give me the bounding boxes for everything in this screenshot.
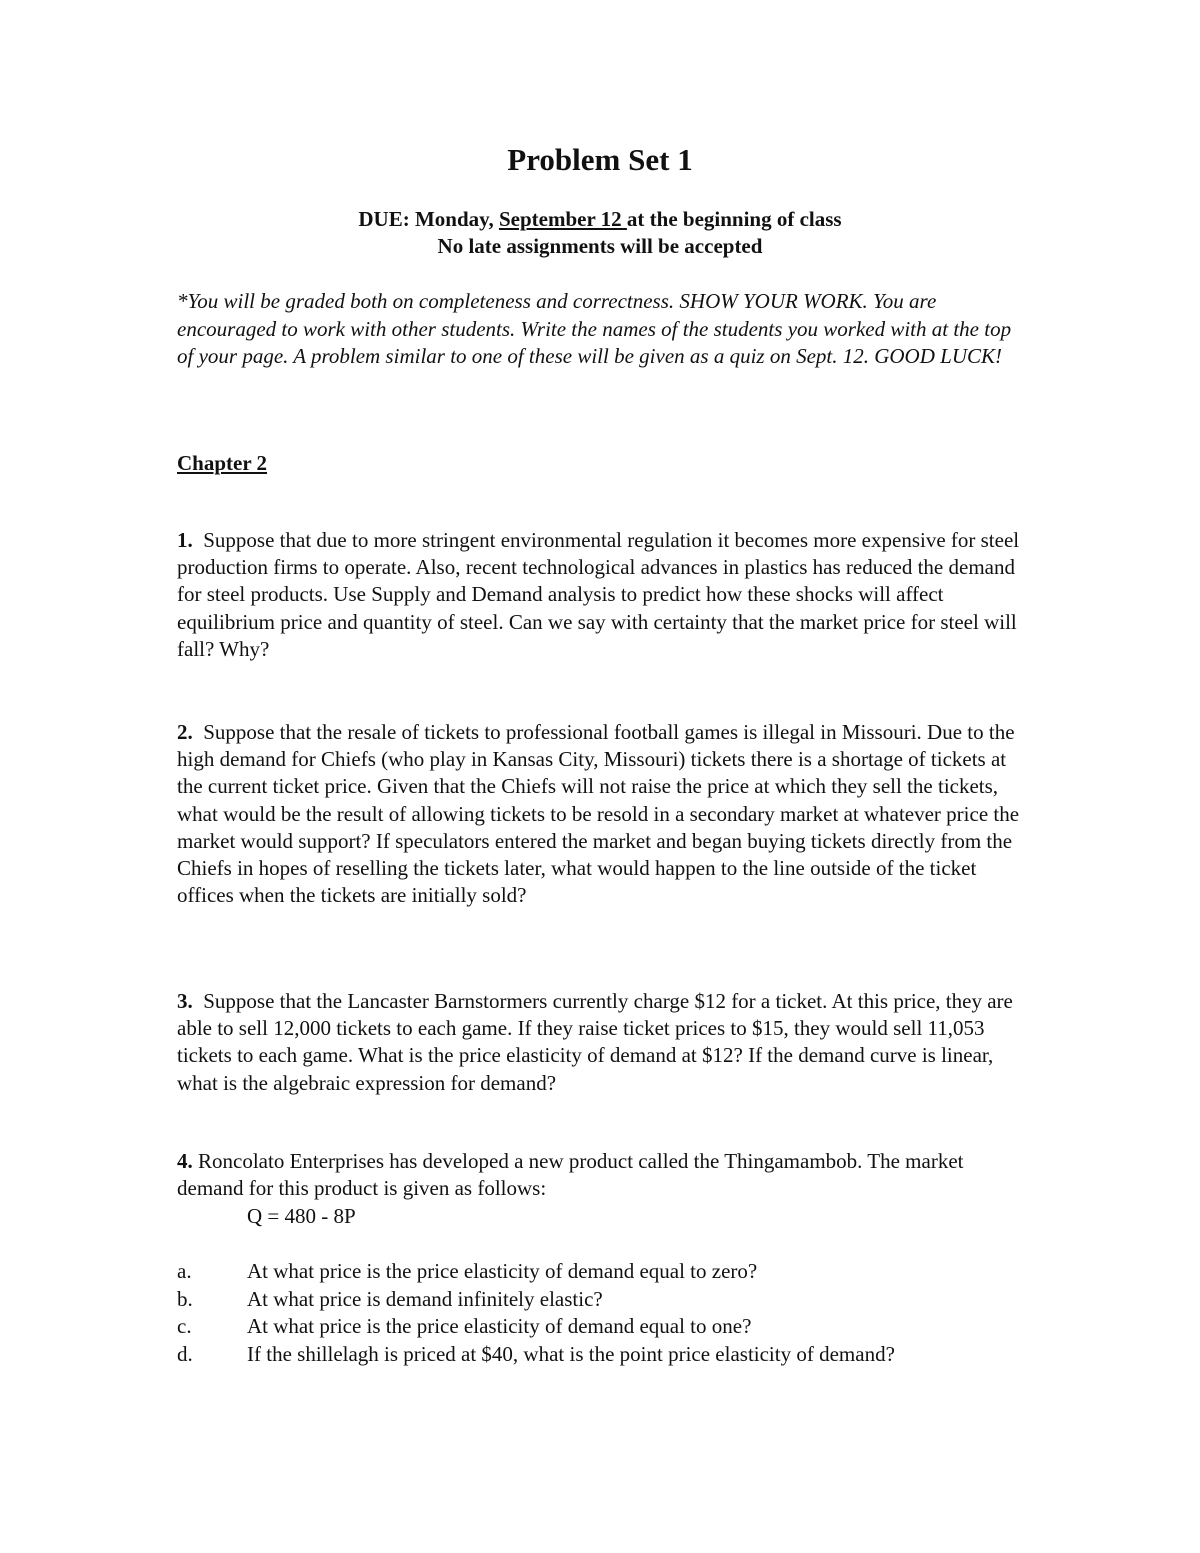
subpart-text: If the shillelagh is priced at $40, what is the point price elasticity of demand? [247, 1341, 895, 1366]
due-prefix: DUE: Monday, [358, 207, 499, 231]
demand-equation: Q = 480 - 8P [247, 1204, 356, 1228]
late-notice: No late assignments will be accepted [437, 234, 763, 258]
problem-text: Roncolato Enterprises has developed a new product called the Thingamambob. The market demand for this product is given as follows: [177, 1149, 964, 1201]
subpart-text: At what price is demand infinitely elastic? [247, 1286, 603, 1311]
instructions-paragraph: *You will be graded both on completeness and correctness. SHOW YOUR WORK. You are encouraged to work with other students. Write the names of the students you worked with at the top of your page. A problem similar to one of these will be given as a quiz on Sept. 12. GOOD LUCK! [177, 289, 1012, 368]
subpart-text: At what price is the price elasticity of demand equal to one? [247, 1314, 752, 1338]
subpart-a [177, 1258, 1027, 1286]
subpart-letter: c. [177, 1314, 192, 1338]
due-date: September 12 [498, 207, 627, 231]
subpart-letter: a. [177, 1259, 192, 1283]
problem-text: Suppose that due to more stringent environmental regulation it becomes more expensive for steel production firms to operate. Also, recent technological advances in plastics has reduced the demand for steel products. Use Supply and Demand analysis to predict how these shocks will affect equilibrium price and quantity of steel. Can we say with certainty that the market price for steel will fall? Why? [177, 528, 1020, 661]
problem-3 [177, 988, 1027, 1097]
chapter-heading: Chapter 2 [177, 451, 268, 475]
problem-text: Suppose that the Lancaster Barnstormers currently charge $12 for a ticket. At this price, they are able to sell 12,000 tickets to each game. If they raise ticket prices to $15, they would sell 11,053 tickets to each game. What is the price elasticity of demand at $12? If the demand curve is linear, what is the algebraic expression for demand? [177, 989, 1013, 1095]
problem-text: Suppose that the resale of tickets to professional football games is illegal in Missouri. Due to the high demand for Chiefs (who play in Kansas City, Missouri) tickets there is a shortage of tickets at the current ticket price. Given that the Chiefs will not raise the price at which they sell the tickets, what would be the result of allowing tickets to be resold in a secondary market at whatever price the market would support? If speculators entered the market and began buying tickets directly from the Chiefs in hopes of reselling the tickets later, what would happen to the line outside of the ticket offices when the tickets are initially sold? [177, 720, 1020, 908]
page-title: Problem Set 1 [507, 142, 693, 177]
problem-1 [177, 527, 1027, 663]
problem-number: 3. [177, 989, 193, 1013]
due-suffix: at the beginning of class [626, 207, 842, 231]
problem-number: 4. [177, 1149, 193, 1173]
problem-number: 2. [177, 720, 193, 744]
subpart-c [177, 1313, 1027, 1341]
problem-number: 1. [177, 528, 193, 552]
subpart-d [177, 1341, 1027, 1369]
problem-4 [177, 1148, 1027, 1202]
problem-2 [177, 719, 1027, 909]
subpart-letter: b. [177, 1286, 193, 1311]
subpart-text: At what price is the price elasticity of demand equal to zero? [247, 1259, 758, 1283]
subpart-b [177, 1286, 1027, 1314]
subpart-letter: d. [177, 1341, 193, 1366]
problem-4-subparts [177, 1258, 1027, 1368]
due-date-line [0, 206, 1200, 233]
